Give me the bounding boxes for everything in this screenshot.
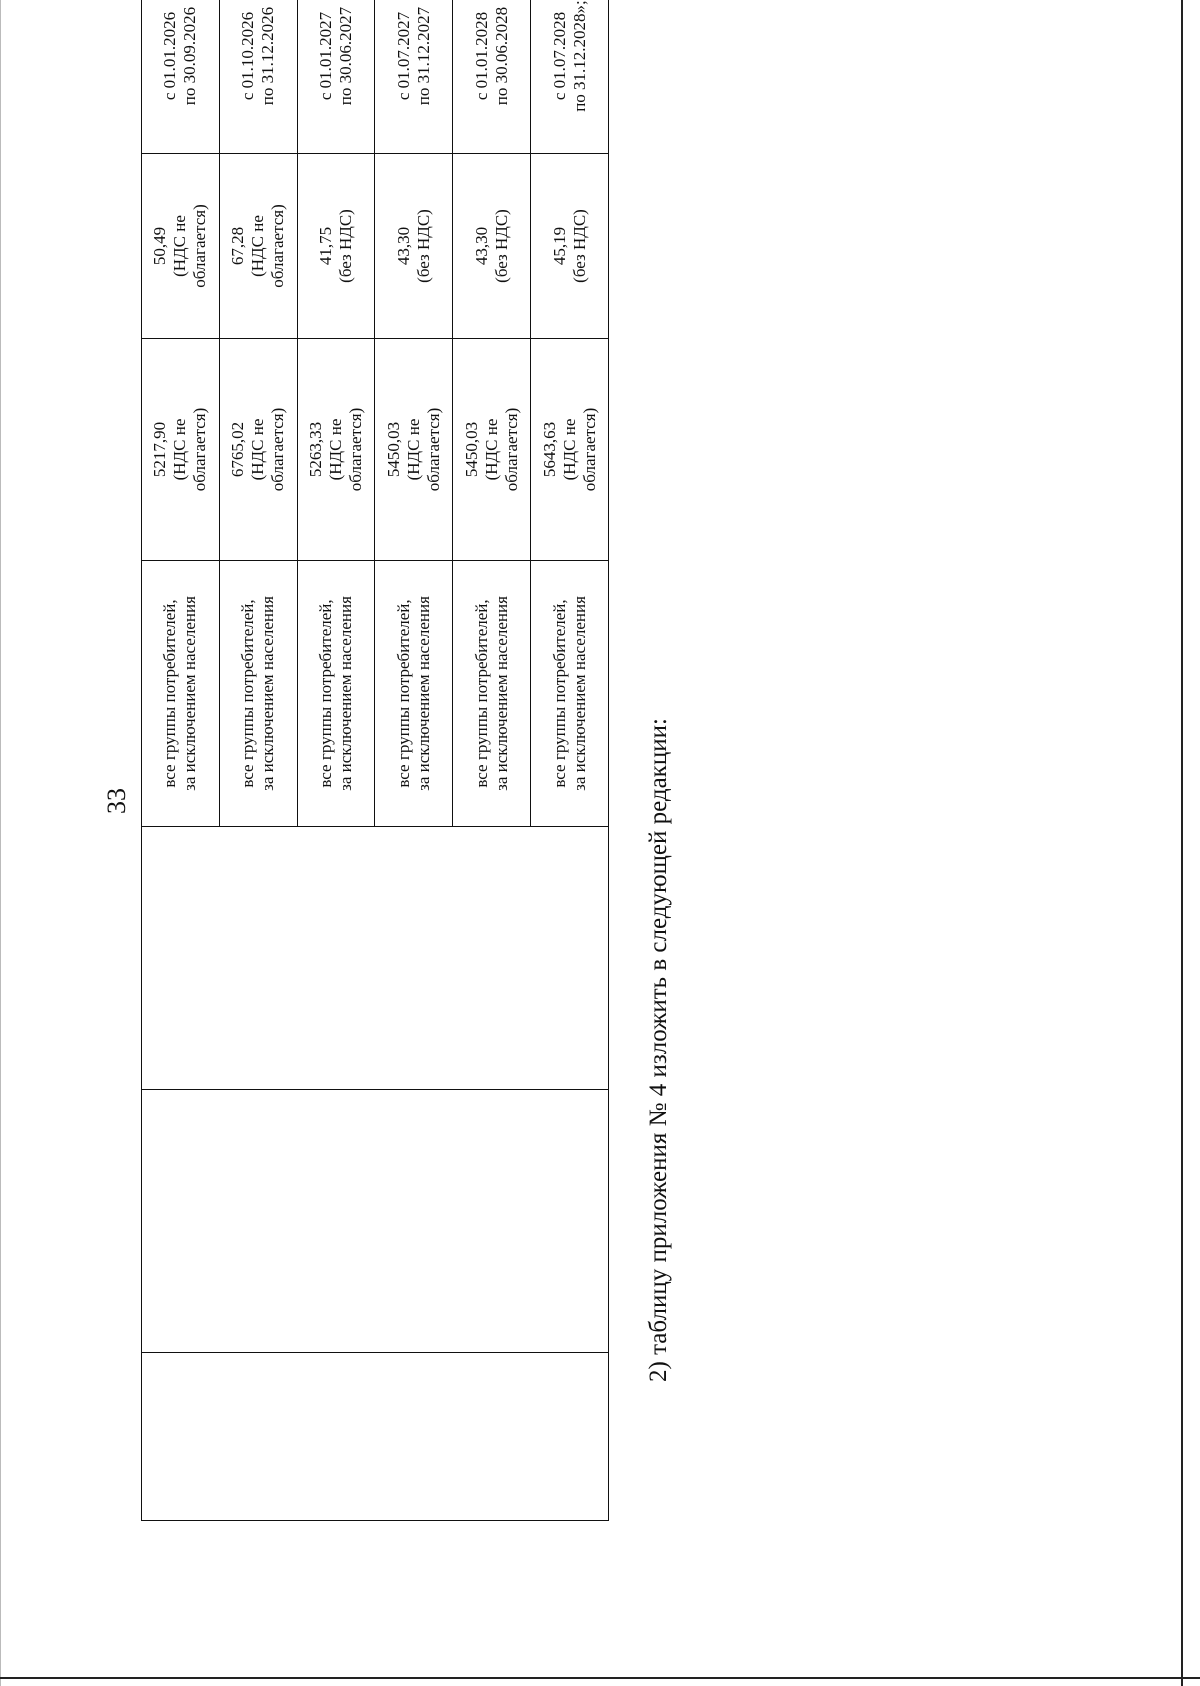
period-cell: с 01.01.2027 по 30.06.2027 [297,0,375,154]
table-row [375,0,453,1521]
period-cell: с 01.07.2028 по 31.12.2028»; [531,0,609,154]
table-cell-empty [453,827,531,1090]
table-cell-empty [142,1090,220,1353]
table-cell-empty [219,1353,297,1521]
table-cell-empty [297,1090,375,1353]
table-cell-empty [297,1353,375,1521]
table-cell-empty [297,827,375,1090]
consumer-group-cell: все группы потребителей, за исключением населения [142,561,220,827]
table-row [531,0,609,1521]
period-cell: с 01.01.2028 по 30.06.2028 [453,0,531,154]
price2-cell: 50,49 (НДС не облагается) [142,154,220,339]
table-cell-empty [375,1353,453,1521]
price-cell: 5643,63 (НДС не облагается) [531,339,609,561]
page-edge-bottom [0,1677,1200,1679]
consumer-group-cell: все группы потребителей, за исключением населения [219,561,297,827]
period-cell: с 01.07.2027 по 31.12.2027 [375,0,453,154]
page-number: 33 [102,788,131,814]
page-edge-left [0,0,1,1686]
tariff-table [141,0,609,1521]
price2-cell: 43,30 (без НДС) [375,154,453,339]
table-row [297,0,375,1521]
price-cell: 5450,03 (НДС не облагается) [453,339,531,561]
table-cell-empty [375,827,453,1090]
table-cell-empty [375,1090,453,1353]
page-edge-right [1181,0,1183,1686]
price2-cell: 67,28 (НДС не облагается) [219,154,297,339]
table-cell-empty [219,1090,297,1353]
period-cell: с 01.01.2026 по 30.09.2026 [142,0,220,154]
consumer-group-cell: все группы потребителей, за исключением населения [297,561,375,827]
amendment-paragraph: 2) таблицу приложения № 4 изложить в следующей редакции: [645,718,672,1382]
table-cell-empty [219,827,297,1090]
consumer-group-cell: все группы потребителей, за исключением населения [453,561,531,827]
table-cell-empty [531,1090,609,1353]
table-cell-empty [142,1353,220,1521]
table-cell-empty [531,1353,609,1521]
price2-cell: 41,75 (без НДС) [297,154,375,339]
consumer-group-cell: все группы потребителей, за исключением населения [531,561,609,827]
price-cell: 5217,90 (НДС не облагается) [142,339,220,561]
table-cell-empty [453,1353,531,1521]
table-cell-empty [142,827,220,1090]
price-cell: 6765,02 (НДС не облагается) [219,339,297,561]
table-cell-empty [531,827,609,1090]
consumer-group-cell: все группы потребителей, за исключением населения [375,561,453,827]
table-row [453,0,531,1521]
price2-cell: 45,19 (без НДС) [531,154,609,339]
price2-cell: 43,30 (без НДС) [453,154,531,339]
table-cell-empty [453,1090,531,1353]
table-row [142,0,220,1521]
price-cell: 5450,03 (НДС не облагается) [375,339,453,561]
table-row [219,0,297,1521]
price-cell: 5263,33 (НДС не облагается) [297,339,375,561]
rotated-page-content [90,0,730,1676]
period-cell: с 01.10.2026 по 31.12.2026 [219,0,297,154]
